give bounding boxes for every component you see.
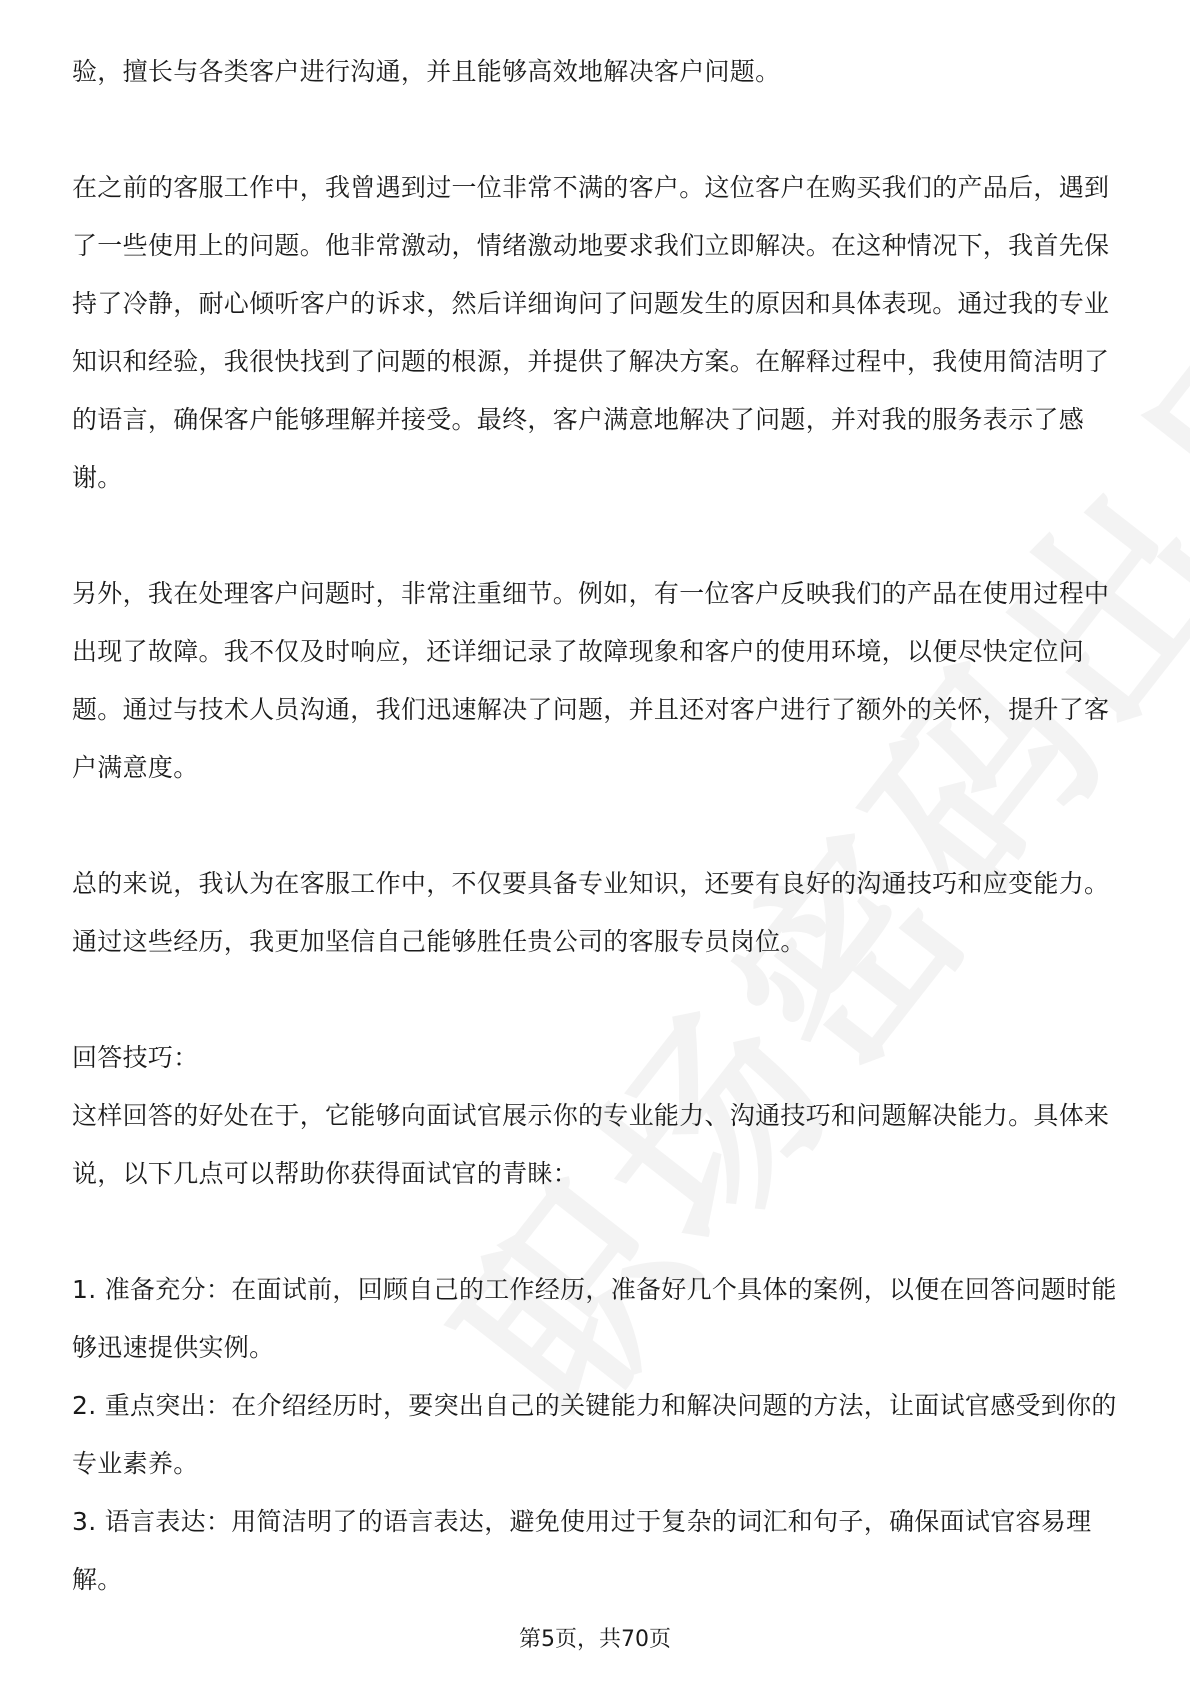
tip-item-1: 1. 准备充分：在面试前，回顾自己的工作经历，准备好几个具体的案例，以便在回答问题时能够迅速提供实例。	[72, 1275, 1117, 1362]
tips-heading: 回答技巧：	[72, 1043, 199, 1072]
paragraph-4: 总的来说，我认为在客服工作中，不仅要具备专业知识，还要有良好的沟通技巧和应变能力。通过这些经历，我更加坚信自己能够胜任贵公司的客服专员岗位。	[72, 869, 1110, 956]
document-body	[72, 43, 1122, 1609]
paragraph-2: 在之前的客服工作中，我曾遇到过一位非常不满的客户。这位客户在购买我们的产品后，遇到了一些使用上的问题。他非常激动，情绪激动地要求我们立即解决。在这种情况下，我首先保持了冷静，耐心倾听客户的诉求，然后详细询问了问题发生的原因和具体表现。通过我的专业知识和经验，我很快找到了问题的根源，并提供了解决方案。在解释过程中，我使用简洁明了的语言，确保客户能够理解并接受。最终，客户满意地解决了问题，并对我的服务表示了感谢。	[72, 173, 1110, 492]
tip-item-2: 2. 重点突出：在介绍经历时，要突出自己的关键能力和解决问题的方法，让面试官感受到你的专业素养。	[72, 1391, 1117, 1478]
tip-item-3: 3. 语言表达：用简洁明了的语言表达，避免使用过于复杂的词汇和句子，确保面试官容易理解。	[72, 1507, 1092, 1594]
paragraph-3: 另外，我在处理客户问题时，非常注重细节。例如，有一位客户反映我们的产品在使用过程中出现了故障。我不仅及时响应，还详细记录了故障现象和客户的使用环境，以便尽快定位问题。通过与技术人员沟通，我们迅速解决了问题，并且还对客户进行了额外的关怀，提升了客户满意度。	[72, 579, 1110, 782]
page-number: 第5页，共70页	[519, 1627, 671, 1652]
tips-intro: 这样回答的好处在于，它能够向面试官展示你的专业能力、沟通技巧和问题解决能力。具体来说，以下几点可以帮助你获得面试官的青睐：	[72, 1101, 1110, 1188]
paragraph-1: 验，擅长与各类客户进行沟通，并且能够高效地解决客户问题。	[72, 57, 781, 86]
